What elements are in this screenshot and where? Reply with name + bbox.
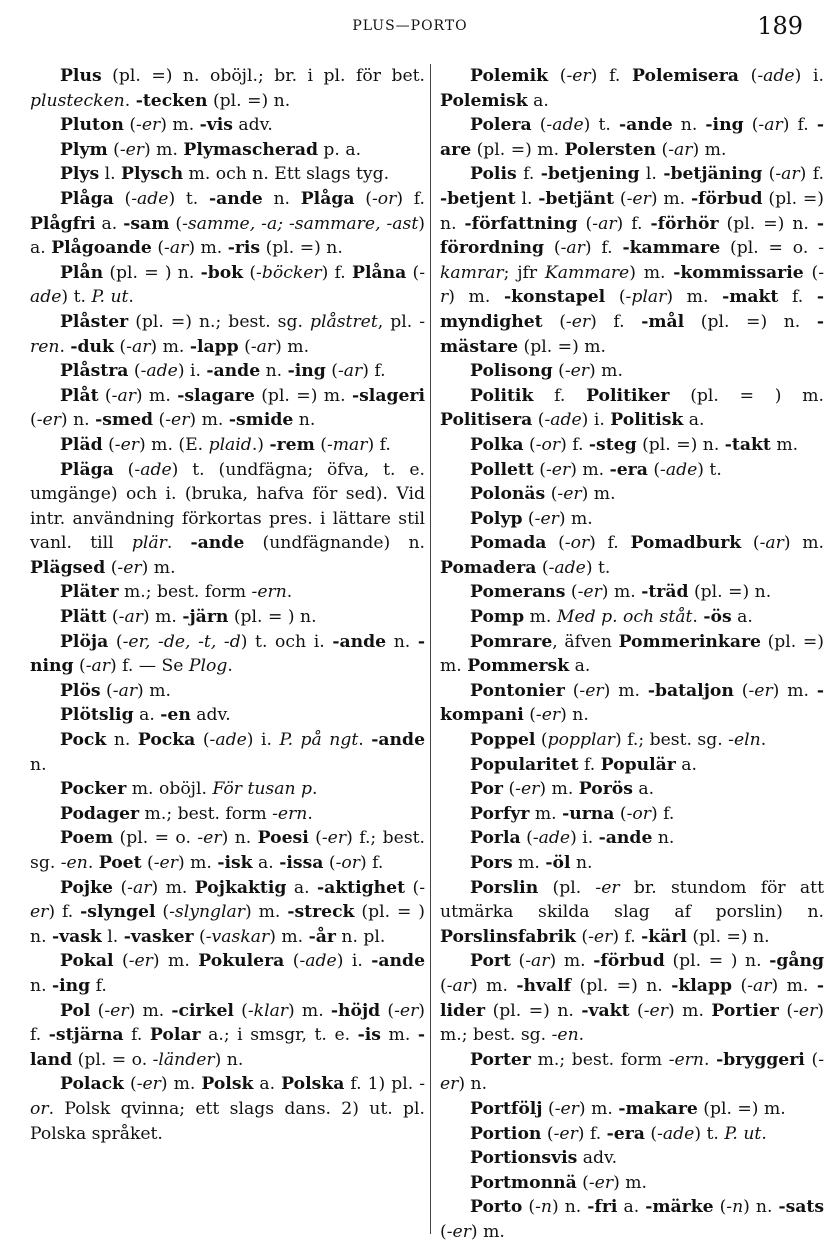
dictionary-entry: Pojke (-ar) m. Pojkaktig a. -aktighet (-er) f. -slyngel (-slynglar) m. -streck (pl. = ) n. -vask l. -vasker (-vaskar) m. -år n. pl.: [30, 877, 426, 947]
dictionary-entry: Pock n. Pocka (-ade) i. P. på ngt. -ande n.: [30, 730, 426, 775]
dictionary-entry: Pomp m. Med p. och ståt. -ös a.: [470, 607, 753, 628]
dictionary-entry: Portmonnä (-er) m.: [470, 1172, 648, 1193]
dictionary-entry: Plötslig a. -en adv.: [60, 705, 231, 726]
dictionary-entry: Plåster (pl. =) n.; best. sg. plåstret, pl. -ren. -duk (-ar) m. -lapp (-ar) m.: [30, 311, 425, 357]
dictionary-entry: Plån (pl. = ) n. -bok (-böcker) f. Plåna (-ade) t. P. ut.: [30, 262, 425, 308]
dictionary-entry: Polack (-er) m. Polsk a. Polska f. 1) pl. -or. Polsk qvinna; ett slags dans. 2) ut. pl. Polska språket.: [30, 1074, 425, 1144]
dictionary-entry: Popularitet f. Populär a.: [470, 754, 698, 775]
dictionary-entry: Pomada (-or) f. Pomadburk (-ar) m. Pomadera (-ade) t.: [440, 533, 824, 578]
dictionary-entry: Por (-er) m. Porös a.: [470, 779, 655, 800]
dictionary-entry: Portionsvis adv.: [470, 1148, 618, 1169]
dictionary-entry: Podager m.; best. form -ern.: [60, 803, 313, 824]
dictionary-entry: Poem (pl. = o. -er) n. Poesi (-er) f.; best. sg. -en. Poet (-er) m. -isk a. -issa (-or) f.: [30, 828, 426, 873]
dictionary-entry: Porla (-ade) i. -ande n.: [470, 828, 675, 849]
dictionary-entry: Polisong (-er) m.: [470, 361, 623, 382]
dictionary-entry: Plöja (-er, -de, -t, -d) t. och i. -ande n. -ning (-ar) f. — Se Plog.: [30, 631, 425, 677]
dictionary-entry: Pläd (-er) m. (E. plaid.) -rem (-mar) f.: [60, 434, 391, 455]
dictionary-entry: Porter m.; best. form -ern. -bryggeri (-er) n.: [440, 1049, 824, 1095]
dictionary-entry: Porslin (pl. -er br. stundom för att utmärka skilda slag af porslin) n. Porslinsfabrik (-er) f. -kärl (pl. =) n.: [440, 877, 824, 947]
column-divider: [430, 64, 431, 1234]
dictionary-entry: Porto (-n) n. -fri a. -märke (-n) n. -sats (-er) m.: [440, 1197, 825, 1242]
page-number: 189: [757, 12, 803, 40]
dictionary-entry: Polka (-or) f. -steg (pl. =) n. -takt m.: [470, 434, 799, 455]
dictionary-entry: Polonäs (-er) m.: [470, 484, 616, 505]
dictionary-entry: Polemik (-er) f. Polemisera (-ade) i. Polemisk a.: [440, 66, 824, 111]
dictionary-entry: Portfölj (-er) m. -makare (pl. =) m.: [470, 1098, 786, 1119]
dictionary-entry: Plåga (-ade) t. -ande n. Plåga (-or) f. Plågfri a. -sam (-samme, -a; -sammare, -ast) a. Plågoande (-ar) m. -ris (pl. =) n.: [30, 188, 426, 259]
dictionary-entry: Plös (-ar) m.: [60, 680, 171, 701]
dictionary-entry: Polyp (-er) m.: [470, 508, 593, 529]
dictionary-entry: Pocker m. oböjl. För tusan p.: [60, 779, 318, 800]
dictionary-entry: Poppel (popplar) f.; best. sg. -eln.: [470, 730, 767, 751]
dictionary-entry: Plus (pl. =) n. oböjl.; br. i pl. för bet. plustecken. -tecken (pl. =) n.: [30, 66, 425, 111]
running-head: PLUS—PORTO: [352, 18, 468, 34]
dictionary-entry: Porfyr m. -urna (-or) f.: [470, 803, 675, 824]
dictionary-entry: Polis f. -betjening l. -betjäning (-ar) f. -betjent l. -betjänt (-er) m. -förbud (pl. =) n. -författning (-ar) f. -förhör (pl. =) n. -förordning (-ar) f. -kammare (pl. = o. -kamrar; jfr Kammare) m. -kommissarie (-r) m. -konstapel (-plar) m. -makt f. -myndighet (-er) f. -mål (pl. =) n. -mästare (pl. =) m.: [440, 164, 825, 357]
dictionary-entry: Pläga (-ade) t. (undfägna; öfva, t. e. umgänge) och i. (bruka, hafva för sed). Vid intr. användning förkortas pres. i lättare stil vanl. till plär. -ande (undfägnande) n. Plägsed (-er) m.: [30, 459, 426, 578]
dictionary-entry: Port (-ar) m. -förbud (pl. = ) n. -gång (-ar) m. -hvalf (pl. =) n. -klapp (-ar) m. -lider (pl. =) n. -vakt (-er) m. Portier (-er) m.; best. sg. -en.: [440, 951, 825, 1046]
dictionary-entry: Plätt (-ar) m. -järn (pl. = ) n.: [60, 607, 317, 628]
dictionary-entry: Plåt (-ar) m. -slagare (pl. =) m. -slageri (-er) n. -smed (-er) m. -smide n.: [30, 385, 425, 431]
dictionary-entry: Polera (-ade) t. -ande n. -ing (-ar) f. -are (pl. =) m. Polersten (-ar) m.: [440, 115, 824, 160]
dictionary-entry: Pontonier (-er) m. -bataljon (-er) m. -kompani (-er) n.: [440, 680, 824, 726]
left-column: [30, 64, 425, 1146]
dictionary-entry: Pomrare, äfven Pommerinkare (pl. =) m. Pommersk a.: [440, 631, 824, 677]
dictionary-entry: Politik f. Politiker (pl. = ) m. Politisera (-ade) i. Politisk a.: [440, 385, 824, 431]
dictionary-entry: Pläter m.; best. form -ern.: [60, 582, 293, 603]
dictionary-entry: Plys l. Plysch m. och n. Ett slags tyg.: [60, 164, 390, 185]
dictionary-entry: Plåstra (-ade) i. -ande n. -ing (-ar) f.: [60, 361, 386, 382]
page-header: [0, 12, 839, 44]
dictionary-entry: Portion (-er) f. -era (-ade) t. P. ut.: [470, 1123, 767, 1144]
right-column: [440, 64, 824, 1245]
dictionary-entry: Pors m. -öl n.: [470, 853, 593, 873]
dictionary-entry: Pomerans (-er) m. -träd (pl. =) n.: [470, 582, 772, 603]
dictionary-entry: Pol (-er) m. -cirkel (-klar) m. -höjd (-er) f. -stjärna f. Polar a.; i smsgr, t. e. -is m. -land (pl. = o. -länder) n.: [30, 1000, 426, 1070]
dictionary-entry: Plym (-er) m. Plymascherad p. a.: [60, 139, 362, 160]
dictionary-entry: Pokal (-er) m. Pokulera (-ade) i. -ande n. -ing f.: [30, 951, 426, 996]
dictionary-entry: Pluton (-er) m. -vis adv.: [60, 115, 273, 136]
dictionary-entry: Pollett (-er) m. -era (-ade) t.: [470, 459, 722, 480]
